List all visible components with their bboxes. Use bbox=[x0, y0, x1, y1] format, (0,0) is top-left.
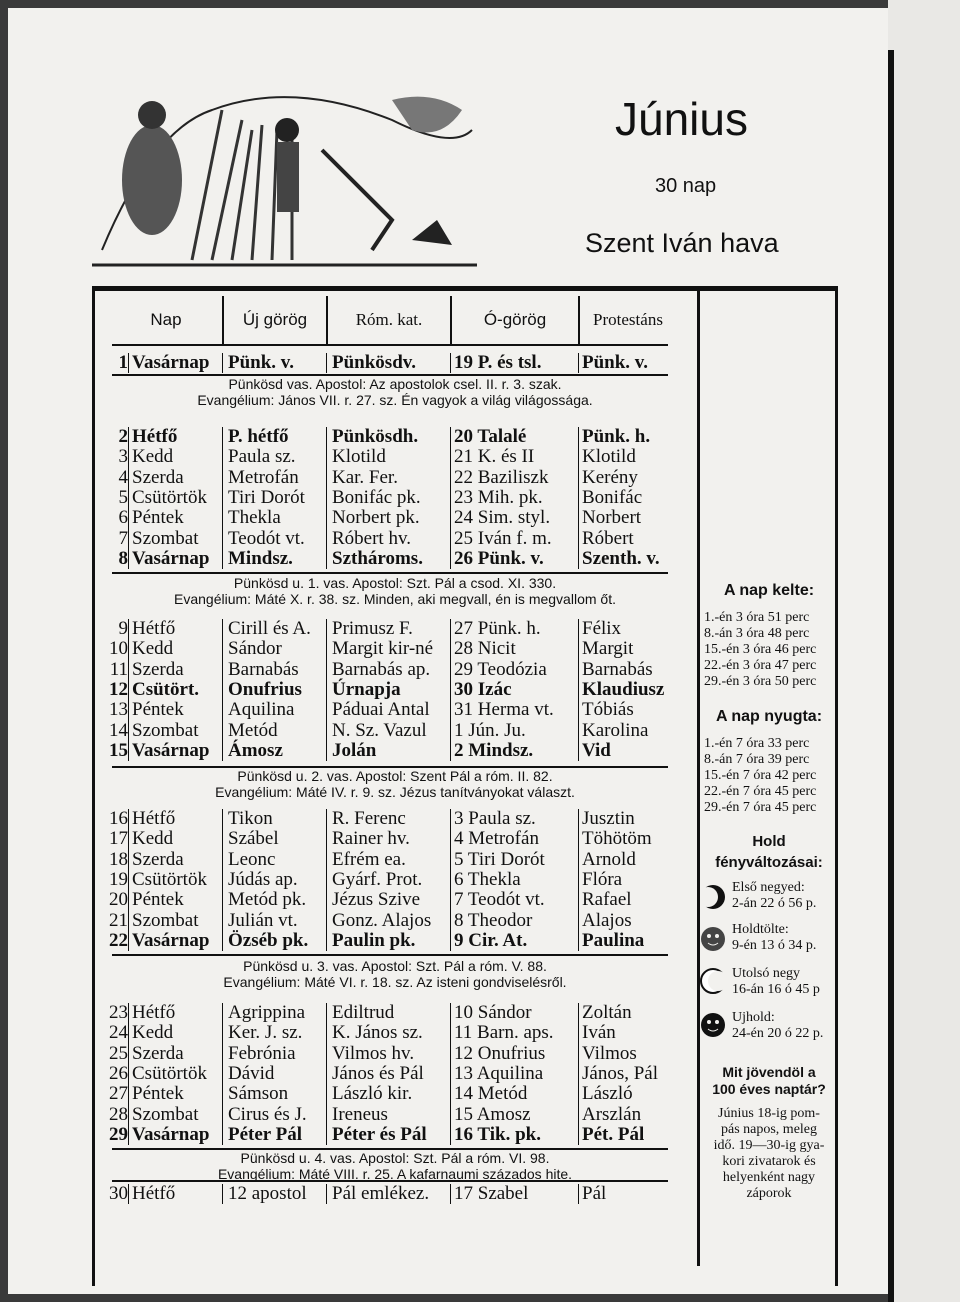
cell-num: 22 bbox=[109, 929, 128, 951]
cell-day: Kedd bbox=[132, 446, 174, 468]
cell-uj: Metód bbox=[228, 719, 278, 741]
question-line: 100 éves naptár? bbox=[712, 1081, 826, 1097]
column-rule bbox=[128, 809, 129, 951]
cell-uj: 12 apostol bbox=[228, 1183, 307, 1204]
cell-day: Csütörtök bbox=[132, 868, 207, 890]
cell-prot: Klotild bbox=[582, 446, 636, 468]
cell-day: Vasárnap bbox=[132, 547, 210, 569]
cell-day: Péntek bbox=[132, 507, 184, 529]
table-row bbox=[100, 487, 680, 508]
cell-og: 30 Izác bbox=[454, 678, 512, 700]
sunset-title: A nap nyugta: bbox=[715, 708, 823, 725]
cell-prot: Arszlán bbox=[582, 1103, 642, 1125]
cell-rom: N. Sz. Vazul bbox=[332, 719, 427, 741]
cell-uj: Aquilina bbox=[228, 699, 295, 721]
cell-prot: Iván bbox=[582, 1022, 616, 1044]
table-row bbox=[100, 720, 680, 741]
cell-uj: Thekla bbox=[228, 507, 281, 529]
cell-rom: Pünkösdv. bbox=[332, 352, 416, 373]
cell-uj: Szábel bbox=[228, 828, 279, 850]
note-apostol: Pünkösd u. 3. vas. Apostol: Szt. Pál a róm. V. 88. bbox=[243, 958, 547, 974]
note-evangelium: Evangélium: Máté VIII. r. 25. A kafarnaumi százados hite. bbox=[217, 1166, 573, 1182]
note-apostol: Pünkösd u. 2. vas. Apostol: Szent Pál a róm. II. 82. bbox=[237, 768, 553, 784]
cell-num: 7 bbox=[118, 527, 128, 549]
column-rule bbox=[578, 619, 579, 761]
moon-phase-name: Első negyed: bbox=[732, 880, 805, 895]
cell-day: Szombat bbox=[132, 909, 199, 931]
row-rule bbox=[112, 572, 668, 574]
column-rule bbox=[578, 1003, 579, 1145]
cell-prot: Zoltán bbox=[582, 1002, 632, 1023]
col-header-nap: Nap bbox=[150, 310, 182, 329]
cell-prot: Bonifác bbox=[582, 486, 643, 508]
cell-prot: Vid bbox=[582, 739, 611, 761]
cell-rom: Pünkösdh. bbox=[332, 426, 419, 447]
cell-uj: Leonc bbox=[228, 848, 276, 870]
cell-og: 22 Baziliszk bbox=[454, 466, 549, 488]
moon-phase-time: 9-én 13 ó 34 p. bbox=[732, 938, 817, 953]
cell-og: 28 Nicit bbox=[454, 638, 516, 660]
cell-og: 9 Cir. At. bbox=[454, 929, 528, 951]
cell-rom: János és Pál bbox=[332, 1062, 424, 1084]
column-rule bbox=[222, 809, 223, 951]
cell-num: 14 bbox=[109, 719, 128, 741]
table-row bbox=[100, 659, 680, 680]
cell-uj: Mindsz. bbox=[228, 547, 293, 569]
cell-prot: Margit bbox=[582, 638, 634, 660]
cell-rom: R. Ferenc bbox=[332, 808, 406, 829]
table-row bbox=[100, 1043, 680, 1064]
cell-num: 4 bbox=[118, 466, 128, 488]
cell-day: Péntek bbox=[132, 1083, 184, 1105]
cell-og: 7 Teodót vt. bbox=[454, 889, 545, 911]
table-row bbox=[100, 930, 680, 951]
cell-num: 23 bbox=[109, 1002, 128, 1023]
cell-uj: Tiri Dorót bbox=[228, 486, 305, 508]
table-row bbox=[100, 1083, 680, 1104]
cell-uj: Dávid bbox=[228, 1062, 275, 1084]
cell-rom: Ireneus bbox=[332, 1103, 388, 1125]
cell-og: 24 Sim. styl. bbox=[454, 507, 551, 529]
forecast-line: helyenként nagy bbox=[722, 1170, 816, 1185]
table-row bbox=[100, 808, 680, 829]
month-title: Június bbox=[615, 93, 748, 145]
cell-uj: Barnabás bbox=[228, 658, 299, 680]
col-header-o-gorog: Ó-görög bbox=[450, 296, 578, 344]
cell-prot: László bbox=[582, 1083, 633, 1105]
forecast-line: záporok bbox=[746, 1186, 792, 1201]
sunset-entry: 29.-én 7 óra 45 perc bbox=[704, 800, 817, 815]
col-header-protestans: Protestáns bbox=[578, 296, 676, 344]
cell-rom: K. János sz. bbox=[332, 1022, 423, 1044]
sunset-entry: 8.-án 7 óra 39 perc bbox=[704, 752, 810, 767]
cell-day: Hétfő bbox=[132, 426, 178, 447]
cell-uj: Teodót vt. bbox=[228, 527, 305, 549]
days-count: 30 nap bbox=[655, 175, 717, 197]
col-header-rom-kat: Róm. kat. bbox=[326, 296, 450, 344]
col-header-uj-gorog: Új görög bbox=[222, 296, 326, 344]
cell-og: 20 Talalé bbox=[454, 426, 527, 447]
cell-prot: Szenth. v. bbox=[582, 547, 660, 569]
row-rule bbox=[112, 344, 668, 346]
table-row bbox=[100, 910, 680, 931]
cell-uj: Onufrius bbox=[228, 678, 302, 700]
cell-og: 19 P. és tsl. bbox=[454, 352, 542, 373]
cell-uj: P. hétfő bbox=[228, 426, 289, 447]
cell-uj: Ker. J. sz. bbox=[228, 1022, 303, 1044]
note-evangelium: Evangélium: János VII. r. 27. sz. Én vagyok a világ világossága. bbox=[197, 392, 593, 408]
cell-og: 17 Szabel bbox=[454, 1183, 529, 1204]
cell-uj: Agrippina bbox=[228, 1002, 306, 1023]
sunrise-title: A nap kelte: bbox=[723, 582, 815, 599]
note-evangelium: Evangélium: Máté IV. r. 9. sz. Jézus tanítványokat választ. bbox=[215, 784, 575, 800]
cell-day: Szerda bbox=[132, 658, 184, 680]
cell-uj: Paula sz. bbox=[228, 446, 296, 468]
cell-prot: János, Pál bbox=[582, 1062, 658, 1084]
cell-num: 26 bbox=[109, 1062, 128, 1084]
table-row bbox=[100, 548, 680, 569]
cell-num: 18 bbox=[109, 848, 128, 870]
cell-og: 31 Herma vt. bbox=[454, 699, 554, 721]
cell-prot: Jusztin bbox=[582, 808, 635, 829]
column-rule bbox=[326, 809, 327, 951]
cell-day: Csütört. bbox=[132, 678, 200, 700]
cell-og: 16 Tik. pk. bbox=[454, 1123, 541, 1145]
cell-prot: Pál bbox=[582, 1183, 607, 1204]
cell-og: 13 Aquilina bbox=[454, 1062, 544, 1084]
cell-day: Vasárnap bbox=[132, 352, 210, 373]
cell-rom: Barnabás ap. bbox=[332, 658, 431, 680]
column-rule bbox=[128, 619, 129, 761]
table-row bbox=[100, 889, 680, 910]
cell-prot: Pét. Pál bbox=[582, 1123, 645, 1145]
moon-title: Hold bbox=[752, 833, 786, 850]
cell-day: Hétfő bbox=[132, 1183, 176, 1204]
row-rule bbox=[112, 954, 668, 956]
cell-prot: Kerény bbox=[582, 466, 638, 488]
forecast-line: pás napos, meleg bbox=[720, 1122, 818, 1137]
table-row bbox=[100, 528, 680, 549]
cell-num: 19 bbox=[109, 868, 128, 890]
cell-prot: Klaudiusz bbox=[582, 678, 665, 700]
cell-prot: Arnold bbox=[582, 848, 636, 870]
note-evangelium: Evangélium: Máté VI. r. 18. sz. Az isteni gondviselésről. bbox=[223, 974, 567, 990]
column-rule bbox=[450, 619, 451, 761]
cell-day: Szombat bbox=[132, 719, 199, 741]
cell-rom: Paulin pk. bbox=[332, 929, 416, 951]
last-quarter-moon-icon bbox=[700, 968, 726, 994]
cell-uj: Cirill és A. bbox=[228, 618, 311, 639]
cell-og: 25 Iván f. m. bbox=[454, 527, 552, 549]
note-apostol: Pünkösd vas. Apostol: Az apostolok csel. II. r. 3. szak. bbox=[228, 376, 562, 392]
cell-prot: Karolina bbox=[582, 719, 649, 741]
cell-uj: Júdás ap. bbox=[228, 868, 298, 890]
cell-uj: Sámson bbox=[228, 1083, 289, 1105]
cell-uj: Sándor bbox=[228, 638, 282, 660]
sunrise-entry: 29.-én 3 óra 50 perc bbox=[704, 674, 817, 689]
cell-og: 11 Barn. aps. bbox=[454, 1022, 554, 1044]
cell-prot: Norbert bbox=[582, 507, 642, 529]
column-rule bbox=[326, 1184, 327, 1204]
cell-rom: Gonz. Alajos bbox=[332, 909, 432, 931]
column-rule bbox=[222, 353, 223, 373]
cell-rom: Primusz F. bbox=[332, 618, 413, 639]
column-rule bbox=[578, 427, 579, 569]
cell-prot: Róbert bbox=[582, 527, 634, 549]
cell-num: 12 bbox=[109, 678, 128, 700]
moon-phase-time: 2-án 22 ó 56 p. bbox=[732, 896, 817, 911]
harvest-illustration bbox=[92, 70, 477, 270]
cell-og: 27 Pünk. h. bbox=[454, 618, 541, 639]
cell-num: 16 bbox=[109, 808, 128, 829]
cell-day: Szerda bbox=[132, 466, 184, 488]
cell-prot: Flóra bbox=[582, 868, 623, 890]
cell-uj: Julián vt. bbox=[228, 909, 298, 931]
cell-prot: Rafael bbox=[582, 889, 632, 911]
cell-uj: Özséb pk. bbox=[228, 929, 309, 951]
cell-day: Péntek bbox=[132, 699, 184, 721]
cell-day: Hétfő bbox=[132, 808, 176, 829]
column-rule bbox=[450, 353, 451, 373]
cell-og: 29 Teodózia bbox=[454, 658, 547, 680]
month-nickname: Szent Iván hava bbox=[585, 228, 779, 258]
cell-day: Vasárnap bbox=[132, 1123, 210, 1145]
column-rule bbox=[450, 1184, 451, 1204]
cell-rom: László kir. bbox=[332, 1083, 413, 1105]
cell-num: 10 bbox=[109, 638, 128, 660]
question-line: Mit jövendöl a bbox=[722, 1064, 816, 1080]
column-rule bbox=[222, 619, 223, 761]
cell-og: 26 Pünk. v. bbox=[454, 547, 544, 569]
cell-num: 30 bbox=[109, 1183, 128, 1204]
cell-num: 27 bbox=[109, 1083, 128, 1105]
table-row bbox=[100, 507, 680, 528]
cell-day: Péntek bbox=[132, 889, 184, 911]
cell-num: 21 bbox=[109, 909, 128, 931]
table-row bbox=[100, 699, 680, 720]
cell-uj: Tikon bbox=[228, 808, 273, 829]
table-row bbox=[100, 1022, 680, 1043]
table-row bbox=[100, 352, 680, 373]
cell-og: 1 Jún. Ju. bbox=[454, 719, 526, 741]
cell-num: 9 bbox=[118, 618, 128, 639]
note-apostol: Pünkösd u. 4. vas. Apostol: Szt. Pál a róm. VI. 98. bbox=[240, 1150, 550, 1166]
table-row bbox=[100, 618, 680, 639]
cell-og: 2 Mindsz. bbox=[454, 739, 534, 761]
cell-rom: Úrnapja bbox=[332, 678, 401, 700]
cell-rom: Jolán bbox=[332, 739, 377, 761]
cell-num: 13 bbox=[109, 699, 128, 721]
cell-prot: Alajos bbox=[582, 909, 632, 931]
cell-prot: Pünk. h. bbox=[582, 426, 651, 447]
cell-og: 14 Metód bbox=[454, 1083, 528, 1105]
cell-og: 23 Mih. pk. bbox=[454, 486, 543, 508]
note-evangelium: Evangélium: Máté X. r. 38. sz. Minden, aki megvall, én is megvallom őt. bbox=[174, 591, 616, 607]
column-rule bbox=[450, 1003, 451, 1145]
cell-uj: Metód pk. bbox=[228, 889, 307, 911]
first-quarter-moon-icon bbox=[700, 884, 726, 910]
cell-rom: Norbert pk. bbox=[332, 507, 420, 529]
column-rule bbox=[326, 619, 327, 761]
cell-rom: Efrém ea. bbox=[332, 848, 406, 870]
cell-og: 21 K. és II bbox=[454, 446, 535, 468]
column-rule bbox=[222, 1184, 223, 1204]
cell-day: Kedd bbox=[132, 828, 174, 850]
cell-rom: Klotild bbox=[332, 446, 386, 468]
cell-num: 15 bbox=[109, 739, 128, 761]
cell-prot: Vilmos bbox=[582, 1042, 637, 1064]
sunset-entry: 15.-én 7 óra 42 perc bbox=[704, 768, 817, 783]
table-row bbox=[100, 426, 680, 447]
table-row bbox=[100, 679, 680, 700]
cell-num: 11 bbox=[109, 658, 128, 680]
page-edge bbox=[888, 0, 960, 1302]
cell-og: 4 Metrofán bbox=[454, 828, 539, 850]
cell-day: Vasárnap bbox=[132, 929, 210, 951]
table-row bbox=[100, 828, 680, 849]
table-row bbox=[100, 446, 680, 467]
cell-og: 3 Paula sz. bbox=[454, 808, 536, 829]
table-row bbox=[100, 1124, 680, 1145]
cell-og: 12 Onufrius bbox=[454, 1042, 546, 1064]
moon-subtitle: fényváltozásai: bbox=[715, 854, 823, 871]
sunrise-entry: 1.-én 3 óra 51 perc bbox=[704, 610, 810, 625]
cell-num: 28 bbox=[109, 1103, 128, 1125]
cell-rom: Jézus Szive bbox=[332, 889, 421, 911]
cell-prot: Paulina bbox=[582, 929, 645, 951]
table-row bbox=[100, 1002, 680, 1023]
cell-num: 25 bbox=[109, 1042, 128, 1064]
cell-num: 6 bbox=[118, 507, 128, 529]
column-rule bbox=[450, 809, 451, 951]
column-rule bbox=[578, 809, 579, 951]
cell-prot: Tóbiás bbox=[582, 699, 634, 721]
moon-phase-name: Utolsó negy bbox=[732, 966, 801, 981]
cell-uj: Cirus és J. bbox=[228, 1103, 307, 1125]
moon-phase-time: 24-én 20 ó 22 p. bbox=[732, 1026, 824, 1041]
cell-day: Szerda bbox=[132, 1042, 184, 1064]
forecast-line: idő. 19—30-ig gya- bbox=[713, 1138, 825, 1153]
forecast-line: kori zivatarok és bbox=[722, 1154, 816, 1169]
cell-num: 24 bbox=[109, 1022, 128, 1044]
moon-phase-time: 16-án 16 ó 45 p bbox=[732, 982, 820, 997]
sunrise-entry: 22.-én 3 óra 47 perc bbox=[704, 658, 817, 673]
cell-rom: Vilmos hv. bbox=[332, 1042, 415, 1064]
column-rule bbox=[450, 427, 451, 569]
cell-num: 8 bbox=[118, 547, 128, 569]
table-row bbox=[100, 1063, 680, 1084]
table-row bbox=[100, 849, 680, 870]
cell-rom: Kar. Fer. bbox=[332, 466, 398, 488]
cell-num: 20 bbox=[109, 889, 128, 911]
cell-rom: Pál emlékez. bbox=[332, 1183, 430, 1204]
moon-phase-name: Holdtölte: bbox=[732, 922, 789, 937]
cell-day: Hétfő bbox=[132, 1002, 176, 1023]
cell-prot: Töhötöm bbox=[582, 828, 652, 850]
table-row bbox=[100, 1104, 680, 1125]
cell-day: Kedd bbox=[132, 1022, 174, 1044]
table-row bbox=[100, 1183, 680, 1204]
cell-og: 8 Theodor bbox=[454, 909, 533, 931]
cell-rom: Gyárf. Prot. bbox=[332, 868, 423, 890]
column-rule bbox=[578, 1184, 579, 1204]
table-row bbox=[100, 869, 680, 890]
cell-og: 10 Sándor bbox=[454, 1002, 532, 1023]
full-moon-icon bbox=[700, 926, 726, 952]
cell-og: 15 Amosz bbox=[454, 1103, 531, 1125]
sunset-entry: 1.-én 7 óra 33 perc bbox=[704, 736, 810, 751]
column-rule bbox=[326, 1003, 327, 1145]
sunrise-entry: 15.-én 3 óra 46 perc bbox=[704, 642, 817, 657]
cell-rom: Róbert hv. bbox=[332, 527, 411, 549]
column-rule bbox=[128, 1184, 129, 1204]
cell-num: 29 bbox=[109, 1123, 128, 1145]
cell-num: 5 bbox=[118, 486, 128, 508]
cell-day: Szombat bbox=[132, 1103, 199, 1125]
cell-rom: Bonifác pk. bbox=[332, 486, 421, 508]
cell-rom: Ediltrud bbox=[332, 1002, 395, 1023]
cell-prot: Félix bbox=[582, 618, 622, 639]
cell-day: Kedd bbox=[132, 638, 174, 660]
cell-uj: Ámosz bbox=[228, 739, 283, 761]
new-moon-icon bbox=[700, 1012, 726, 1038]
cell-day: Szerda bbox=[132, 848, 184, 870]
cell-uj: Pünk. v. bbox=[228, 352, 295, 373]
table-row bbox=[100, 467, 680, 488]
cell-uj: Febrónia bbox=[228, 1042, 296, 1064]
cell-prot: Barnabás bbox=[582, 658, 653, 680]
cell-num: 17 bbox=[109, 828, 128, 850]
cell-rom: Szthároms. bbox=[332, 547, 423, 569]
column-rule bbox=[128, 353, 129, 373]
column-rule bbox=[326, 353, 327, 373]
column-rule bbox=[578, 353, 579, 373]
column-rule bbox=[222, 1003, 223, 1145]
table-row bbox=[100, 638, 680, 659]
cell-rom: Rainer hv. bbox=[332, 828, 410, 850]
column-rule bbox=[326, 427, 327, 569]
cell-uj: Metrofán bbox=[228, 466, 299, 488]
cell-rom: Margit kir-né bbox=[332, 638, 434, 660]
cell-day: Csütörtök bbox=[132, 1062, 207, 1084]
column-rule bbox=[222, 427, 223, 569]
sunrise-entry: 8.-án 3 óra 48 perc bbox=[704, 626, 810, 641]
moon-phase-name: Ujhold: bbox=[732, 1010, 775, 1025]
sunset-entry: 22.-én 7 óra 45 perc bbox=[704, 784, 817, 799]
column-rule bbox=[128, 1003, 129, 1145]
cell-day: Hétfő bbox=[132, 618, 176, 639]
cell-og: 6 Thekla bbox=[454, 868, 521, 890]
cell-day: Csütörtök bbox=[132, 486, 207, 508]
cell-num: 2 bbox=[118, 426, 128, 447]
cell-num: 3 bbox=[118, 446, 128, 468]
note-apostol: Pünkösd u. 1. vas. Apostol: Szt. Pál a csod. XI. 330. bbox=[233, 575, 557, 591]
cell-rom: Páduai Antal bbox=[332, 699, 430, 721]
cell-rom: Péter és Pál bbox=[332, 1123, 427, 1145]
forecast-line: Június 18-ig pom- bbox=[718, 1106, 820, 1121]
cell-num: 1 bbox=[118, 352, 128, 373]
table-row bbox=[100, 740, 680, 761]
cell-og: 5 Tiri Dorót bbox=[454, 848, 545, 870]
column-rule bbox=[128, 427, 129, 569]
cell-uj: Péter Pál bbox=[228, 1123, 303, 1145]
cell-prot: Pünk. v. bbox=[582, 352, 649, 373]
cell-day: Vasárnap bbox=[132, 739, 210, 761]
cell-day: Szombat bbox=[132, 527, 199, 549]
